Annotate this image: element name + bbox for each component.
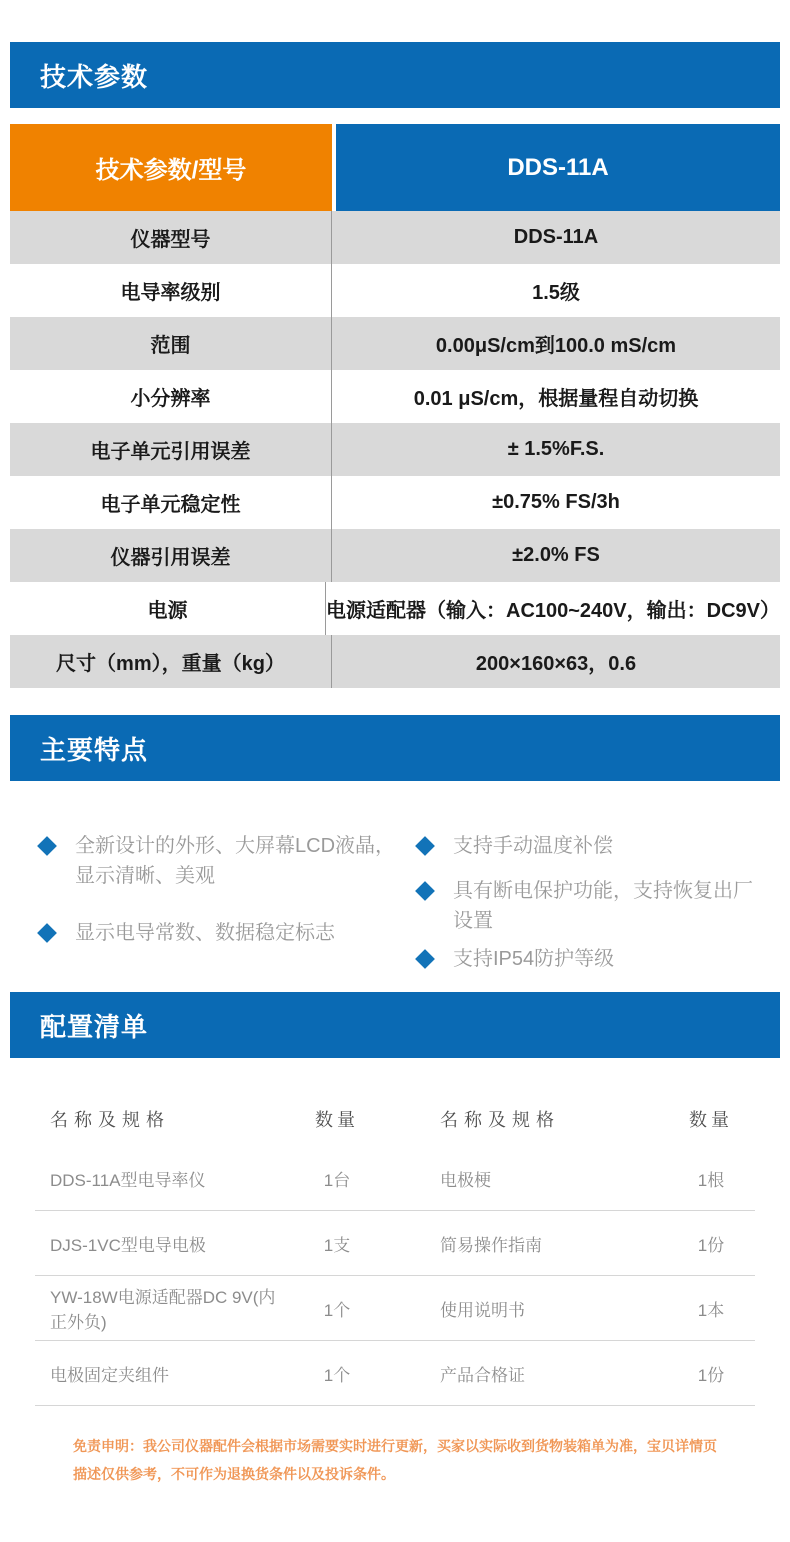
spec-label: 尺寸（mm），重量（kg）	[10, 635, 332, 688]
spec-table-header	[10, 124, 780, 211]
spec-value: DDS-11A	[513, 226, 599, 248]
config-item-qty: 1本	[697, 1300, 725, 1320]
spec-label: 电导率级别	[10, 264, 332, 317]
tech-params-title: 技术参数	[40, 61, 149, 92]
config-table-header	[35, 1091, 755, 1146]
features-right-column	[418, 831, 780, 974]
spec-label: 小分辨率	[10, 370, 332, 423]
config-header-name-left: 名称及规格	[50, 1109, 170, 1130]
spec-value: 1.5级	[532, 282, 580, 304]
spec-label: 仪器型号	[10, 211, 332, 264]
spec-row	[10, 529, 780, 582]
config-item-name: 电极梗	[440, 1170, 491, 1190]
config-row	[35, 1276, 755, 1341]
feature-text: 全新设计的外形、大屏幕LCD液晶，显示清晰、美观	[75, 835, 396, 887]
spec-row	[10, 476, 780, 529]
config-table	[35, 1091, 755, 1406]
spec-value: 电源适配器（输入：AC100~240V，输出：DC9V）	[326, 600, 780, 622]
feature-item	[418, 876, 780, 936]
diamond-bullet-icon	[415, 836, 435, 856]
config-item-qty: 1台	[323, 1170, 351, 1190]
spec-label: 仪器引用误差	[10, 529, 332, 582]
spec-label: 电源	[10, 582, 326, 635]
config-row	[35, 1146, 755, 1211]
diamond-bullet-icon	[37, 836, 57, 856]
config-header-qty-right: 数量	[689, 1109, 733, 1130]
feature-text: 显示电导常数、数据稳定标志	[75, 922, 335, 944]
spec-row	[10, 317, 780, 370]
spec-label: 电子单元引用误差	[10, 423, 332, 476]
diamond-bullet-icon	[37, 923, 57, 943]
spec-row	[10, 264, 780, 317]
spec-table	[10, 124, 780, 688]
feature-item	[40, 831, 418, 891]
spec-row	[10, 423, 780, 476]
spec-label: 电子单元稳定性	[10, 476, 332, 529]
disclaimer-text: 免责申明：我公司仪器配件会根据市场需要实时进行更新，买家以实际收到货物装箱单为准，宝贝详情页描述仅供参考，不可作为退换货条件以及投诉条件。	[73, 1438, 717, 1482]
spec-value: 0.00μS/cm到100.0 mS/cm	[435, 335, 677, 357]
config-item-name: DDS-11A型电导率仪	[50, 1170, 206, 1190]
features-left-column	[40, 831, 418, 974]
tech-params-section-bar	[10, 42, 780, 108]
config-item-name: 简易操作指南	[440, 1235, 542, 1255]
config-item-name: 使用说明书	[440, 1300, 525, 1320]
spec-row	[10, 635, 780, 688]
spec-value: ±2.0% FS	[512, 544, 600, 566]
config-item-name: 电极固定夹组件	[50, 1365, 169, 1385]
feature-item	[418, 944, 780, 974]
config-row	[35, 1341, 755, 1406]
config-item-qty: 1份	[697, 1235, 725, 1255]
feature-text: 支持IP54防护等级	[453, 948, 615, 970]
config-item-qty: 1个	[323, 1300, 351, 1320]
config-header-name-right: 名称及规格	[440, 1109, 560, 1130]
spec-row	[10, 370, 780, 423]
features-section-bar	[10, 715, 780, 781]
spec-value: ±0.75% FS/3h	[492, 491, 620, 513]
config-row	[35, 1211, 755, 1276]
diamond-bullet-icon	[415, 881, 435, 901]
product-detail-page	[0, 42, 790, 1542]
feature-item	[418, 831, 780, 861]
config-item-name: YW-18W电源适配器DC 9V(内正外负)	[50, 1288, 276, 1332]
feature-text: 具有断电保护功能，支持恢复出厂设置	[453, 880, 753, 932]
config-section-bar	[10, 992, 780, 1058]
config-title: 配置清单	[40, 1011, 149, 1042]
config-item-qty: 1支	[323, 1235, 351, 1255]
diamond-bullet-icon	[415, 949, 435, 969]
spec-row	[10, 211, 780, 264]
config-item-qty: 1根	[697, 1170, 725, 1190]
spec-label: 范围	[10, 317, 332, 370]
spec-value: 200×160×63，0.6	[475, 653, 637, 675]
config-item-name: DJS-1VC型电导电极	[50, 1235, 206, 1255]
spec-value: 0.01 μS/cm，根据量程自动切换	[413, 388, 699, 410]
feature-text: 支持手动温度补偿	[453, 835, 613, 857]
config-item-name: 产品合格证	[440, 1365, 525, 1385]
spec-value: ± 1.5%F.S.	[507, 438, 605, 460]
spec-header-param-cell: 技术参数/型号	[10, 124, 332, 211]
features-title: 主要特点	[40, 734, 149, 765]
config-item-qty: 1个	[323, 1365, 351, 1385]
config-item-qty: 1份	[697, 1365, 725, 1385]
feature-item	[40, 918, 418, 948]
config-header-qty-left: 数量	[315, 1109, 359, 1130]
spec-row	[10, 582, 780, 635]
spec-header-model-cell: DDS-11A	[336, 124, 780, 211]
features-list	[10, 781, 780, 974]
